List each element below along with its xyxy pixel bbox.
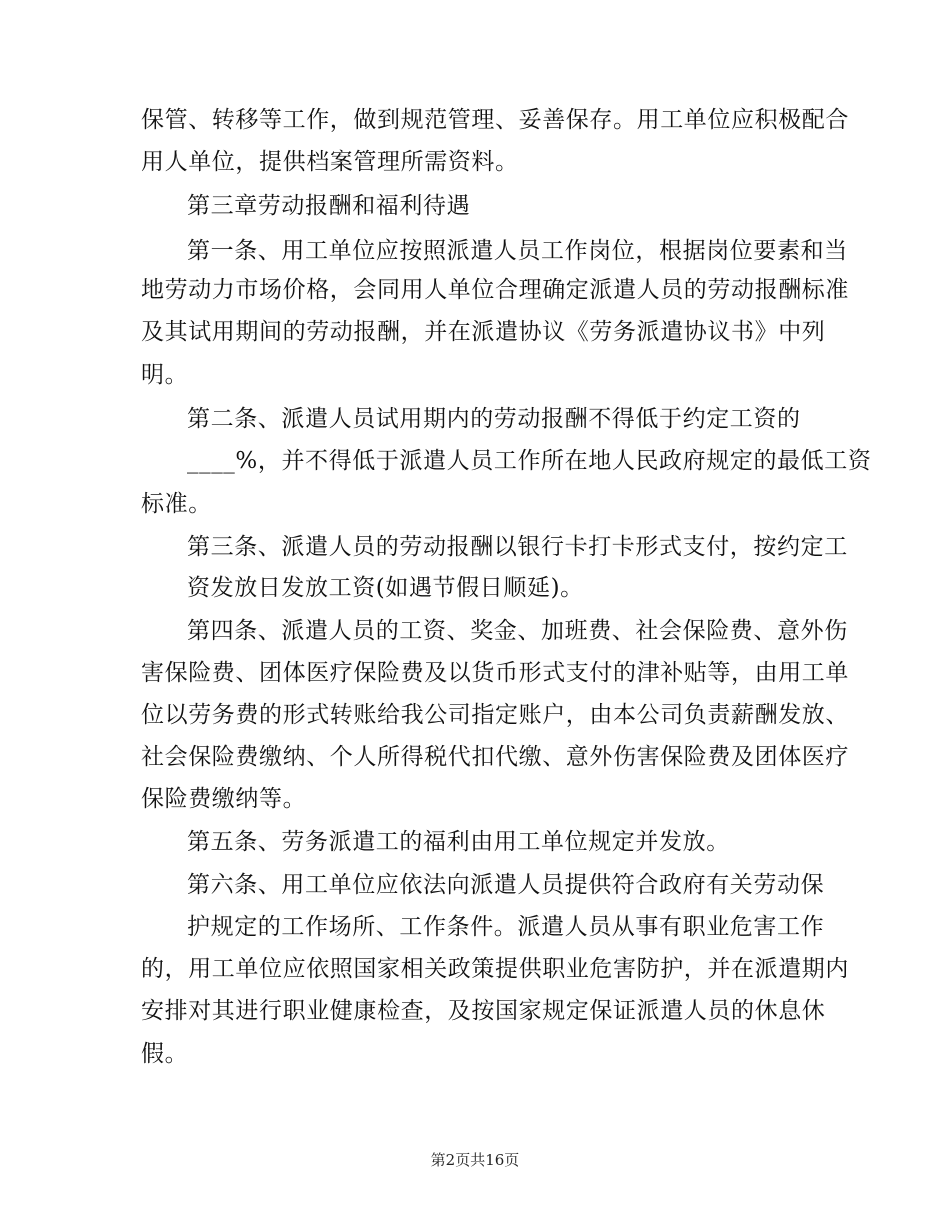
text-line: 地劳动力市场价格，会同用人单位合理确定派遣人员的劳动报酬标准 [141,277,849,303]
text-line: 保险费缴纳等。 [141,786,307,812]
text-line: 害保险费、团体医疗保险费及以货币形式支付的津补贴等，由用工单 [141,660,849,686]
text-line: 第三条、派遣人员的劳动报酬以银行卡打卡形式支付，按约定工 [187,534,848,560]
text-line: 用人单位，提供档案管理所需资料。 [141,149,519,175]
page-number: 第2页共16页 [430,1151,520,1169]
text-line: 的，用工单位应依照国家相关政策提供职业危害防护，并在派遣期内 [141,956,849,982]
section-heading: 第三章劳动报酬和福利待遇 [187,193,471,219]
text-line: 标准。 [141,491,212,517]
text-line: 保管、转移等工作，做到规范管理、妥善保存。用工单位应积极配合 [141,107,849,133]
text-line: 第二条、派遣人员试用期内的劳动报酬不得低于约定工资的 [187,406,801,432]
text-line: 位以劳务费的形式转账给我公司指定账户，由本公司负责薪酬发放、 [141,702,849,728]
text-line: 资发放日发放工资(如遇节假日顺延)。 [187,575,584,601]
text-line: ____%，并不得低于派遣人员工作所在地人民政府规定的最低工资 [187,448,872,474]
text-line: 及其试用期间的劳动报酬，并在派遣协议《劳务派遣协议书》中列 [141,319,826,345]
text-line: 明。 [141,362,189,388]
text-line: 第六条、用工单位应依法向派遣人员提供符合政府有关劳动保 [187,872,825,898]
text-line: 安排对其进行职业健康检查，及按国家规定保证派遣人员的休息休 [141,998,826,1024]
text-line: 第四条、派遣人员的工资、奖金、加班费、社会保险费、意外伤 [187,618,848,644]
text-line: 第一条、用工单位应按照派遣人员工作岗位，根据岗位要素和当 [187,238,848,264]
text-line: 第五条、劳务派遣工的福利由用工单位规定并发放。 [187,829,730,855]
text-line: 社会保险费缴纳、个人所得税代扣代缴、意外伤害保险费及团体医疗 [141,744,849,770]
text-line: 假。 [141,1041,189,1067]
text-line: 护规定的工作场所、工作条件。派遣人员从事有职业危害工作 [187,914,825,940]
